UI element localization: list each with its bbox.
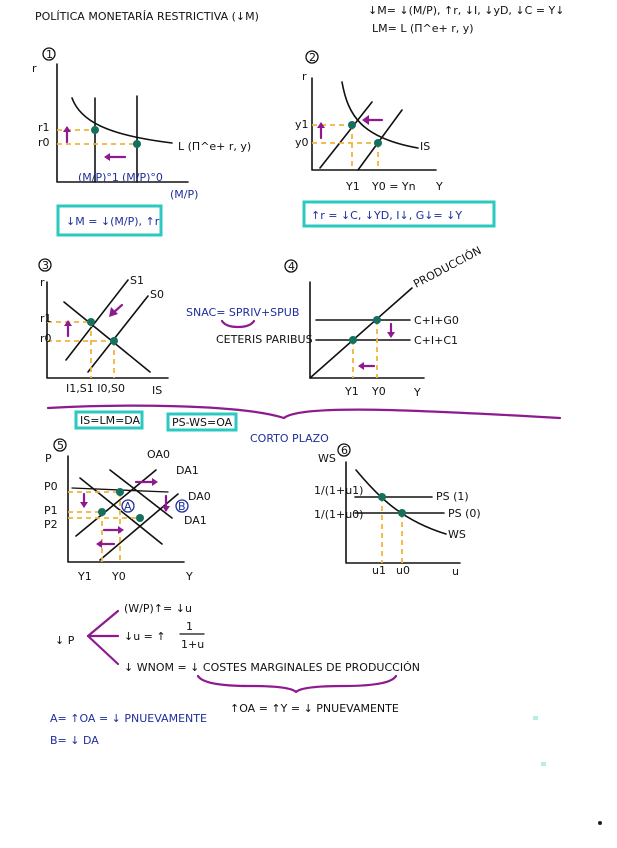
is-lm-da-label: IS=LM=DA bbox=[80, 414, 141, 427]
graph-3-eq-1 bbox=[87, 318, 95, 326]
graph-1-x-tick-1: (M/P)°1 bbox=[78, 171, 119, 184]
graph-1-r0-tick: r0 bbox=[38, 136, 50, 149]
graph-6-x-tick-1: u1 bbox=[372, 564, 386, 577]
graph-1-money-market bbox=[32, 48, 251, 235]
graph-6-eq-1 bbox=[378, 493, 386, 501]
graph-2-x-tick-1: Y1 bbox=[346, 180, 360, 193]
graph-2-is-label: IS bbox=[420, 140, 431, 153]
graph-3-eq-0 bbox=[110, 337, 118, 345]
graph-3-x-axis-label: IS bbox=[152, 384, 163, 397]
graph-5-x-axis-label: Y bbox=[186, 570, 193, 583]
graph-1-curve-label: L (Π^e+ r, y) bbox=[178, 140, 252, 153]
graph-5-da1-bottom-label: DA1 bbox=[184, 514, 207, 527]
graph-4-eq-1 bbox=[349, 336, 357, 344]
graph-5-da1-top-label: DA1 bbox=[176, 464, 199, 477]
graph-6-tick-b: 1/(1+u0) bbox=[314, 508, 364, 521]
graph-4-x-axis-label: Y bbox=[414, 386, 421, 399]
effect-fraction-denominator: 1+u bbox=[181, 638, 205, 651]
graph-4-lower-label: C+I+C1 bbox=[414, 334, 459, 347]
graph-2-eq-0 bbox=[374, 139, 382, 147]
price-drop-label: ↓ P bbox=[55, 634, 75, 647]
graph-2-is-line bbox=[342, 82, 418, 148]
graph-3-investment-line bbox=[64, 302, 150, 372]
graph-4-production-label: PRODUCCIÓN bbox=[411, 243, 484, 291]
price-effects-arrow bbox=[88, 611, 118, 664]
graph-1-demand-curve bbox=[72, 98, 172, 143]
graph-5-eq-0 bbox=[116, 488, 124, 496]
graph-2-x-axis-label: Y bbox=[436, 180, 443, 193]
graph-5-mark-b: B bbox=[178, 500, 186, 513]
short-run-divider bbox=[48, 406, 560, 445]
graph-5-da0-line bbox=[80, 478, 162, 544]
graph-3-y-axis-label: r bbox=[40, 276, 45, 289]
graph-5-x-tick-1: Y1 bbox=[78, 570, 92, 583]
graph-5-y-axis-label: P bbox=[45, 452, 52, 465]
graph-6-y-axis-label: WS bbox=[318, 452, 336, 465]
graph-6-ps0-label: PS (0) bbox=[448, 507, 481, 520]
short-run-label: CORTO PLAZO bbox=[250, 432, 329, 445]
graph-6-x-tick-0: u0 bbox=[396, 564, 410, 577]
graph-5-oa0-label: OA0 bbox=[147, 448, 170, 461]
snac-underbrace bbox=[222, 321, 254, 327]
graph-5-number: 5 bbox=[57, 439, 64, 452]
note-a: A= ↑OA = ↓ PNUEVAMENTE bbox=[50, 712, 207, 725]
scan-speck bbox=[598, 821, 602, 825]
graph-2-lm-1 bbox=[320, 102, 372, 168]
scan-speck bbox=[541, 762, 546, 766]
graph-6-x-axis-label: u bbox=[452, 565, 459, 578]
restrictive-chain: ↓M= ↓(M/P), ↑r, ↓I, ↓yD, ↓C = Y↓ bbox=[368, 4, 565, 17]
graph-4-x-tick-0: Y0 bbox=[372, 385, 386, 398]
graph-5-mark-a: A bbox=[124, 500, 132, 513]
graph-3-number: 3 bbox=[42, 259, 49, 272]
costs-brace bbox=[198, 676, 396, 692]
graph-6-ws-label: WS bbox=[448, 528, 466, 541]
graph-1-x-tick-0: (M/P)°0 bbox=[122, 171, 163, 184]
graph-6-ws-ps bbox=[314, 444, 481, 578]
graph-5-as-ad bbox=[44, 439, 211, 583]
graph-2-is-curve bbox=[295, 51, 494, 226]
snac-equation: SNAC= SPRIV+SPUB bbox=[186, 306, 300, 319]
graph-5-p0-tick: P0 bbox=[44, 480, 58, 493]
graph-4-x-tick-1: Y1 bbox=[345, 385, 359, 398]
graph-2-summary: ↑r = ↓C, ↓YD, I↓, G↓= ↓Y bbox=[311, 209, 463, 222]
graph-2-eq-1 bbox=[348, 121, 356, 129]
lm-equation: LM= L (Π^e+ r, y) bbox=[372, 22, 474, 35]
graph-3-s1-line bbox=[66, 280, 128, 360]
graph-3-savings-investment bbox=[39, 259, 313, 397]
graph-3-r0-tick: r0 bbox=[40, 332, 52, 345]
graph-1-eq-1 bbox=[91, 126, 99, 134]
graph-4-eq-0 bbox=[373, 316, 381, 324]
graph-6-eq-0 bbox=[398, 509, 406, 517]
graph-5-eq-1 bbox=[98, 508, 106, 516]
graph-2-y-axis-label: r bbox=[302, 70, 307, 83]
graph-3-r1-tick: r1 bbox=[40, 312, 52, 325]
ps-ws-oa-label: PS-WS=OA bbox=[172, 416, 233, 429]
scan-speck bbox=[533, 716, 538, 720]
graph-1-r1-tick: r1 bbox=[38, 121, 50, 134]
graph-2-y0-tick: y0 bbox=[295, 136, 309, 149]
graph-5-eq-2 bbox=[136, 514, 144, 522]
graph-6-ps1-label: PS (1) bbox=[436, 490, 469, 503]
graph-1-x-axis-label: (M/P) bbox=[170, 188, 199, 201]
legend-notes bbox=[50, 712, 207, 747]
graph-5-da0-label: DA0 bbox=[188, 490, 211, 503]
ceteris-paribus: CETERIS PARIBUS bbox=[216, 333, 313, 346]
note-b: B= ↓ DA bbox=[50, 734, 99, 747]
graph-1-summary: ↓M = ↓(M/P), ↑r bbox=[66, 215, 160, 228]
graph-2-y1-tick: y1 bbox=[295, 118, 309, 131]
graph-1-eq-0 bbox=[133, 140, 141, 148]
page-title: POLÍTICA MONETARÍA RESTRICTIVA (↓M) bbox=[35, 10, 259, 23]
graph-1-y-axis-label: r bbox=[32, 62, 37, 75]
graph-5-p2-tick: P2 bbox=[44, 518, 58, 531]
graph-6-number: 6 bbox=[341, 444, 348, 457]
graph-3-s1-label: S1 bbox=[130, 274, 144, 287]
graph-2-axes bbox=[312, 78, 436, 170]
graph-5-oa0-line bbox=[76, 470, 156, 536]
graph-4-number: 4 bbox=[288, 260, 295, 273]
graph-1-number: 1 bbox=[46, 48, 53, 61]
graph-5-x-tick-0: Y0 bbox=[112, 570, 126, 583]
graph-1-axes bbox=[57, 64, 188, 182]
graph-6-ws-curve bbox=[356, 470, 446, 534]
price-effects bbox=[55, 602, 420, 715]
effect-fraction-numerator: 1 bbox=[186, 620, 193, 633]
effect-supply-shift: ↑OA = ↑Y = ↓ PNUEVAMENTE bbox=[230, 702, 399, 715]
graph-5-p1-tick: P1 bbox=[44, 504, 58, 517]
graph-4-keynesian-cross bbox=[285, 244, 484, 399]
effect-nominal-wage: ↓ WNOM = ↓ COSTES MARGINALES DE PRODUCCIÓN bbox=[124, 661, 420, 674]
effect-unemployment: ↓u = ↑ bbox=[124, 630, 166, 643]
graph-3-x-ticks: I1,S1 I0,S0 bbox=[66, 382, 125, 395]
graph-3-s0-label: S0 bbox=[150, 288, 164, 301]
graph-4-upper-label: C+I+G0 bbox=[414, 314, 459, 327]
graph-2-x-tick-0: Y0 = Yn bbox=[372, 180, 416, 193]
effect-real-wage: (W/P)↑= ↓u bbox=[124, 602, 192, 615]
graph-2-number: 2 bbox=[309, 51, 316, 64]
graph-6-tick-a: 1/(1+u1) bbox=[314, 484, 364, 497]
